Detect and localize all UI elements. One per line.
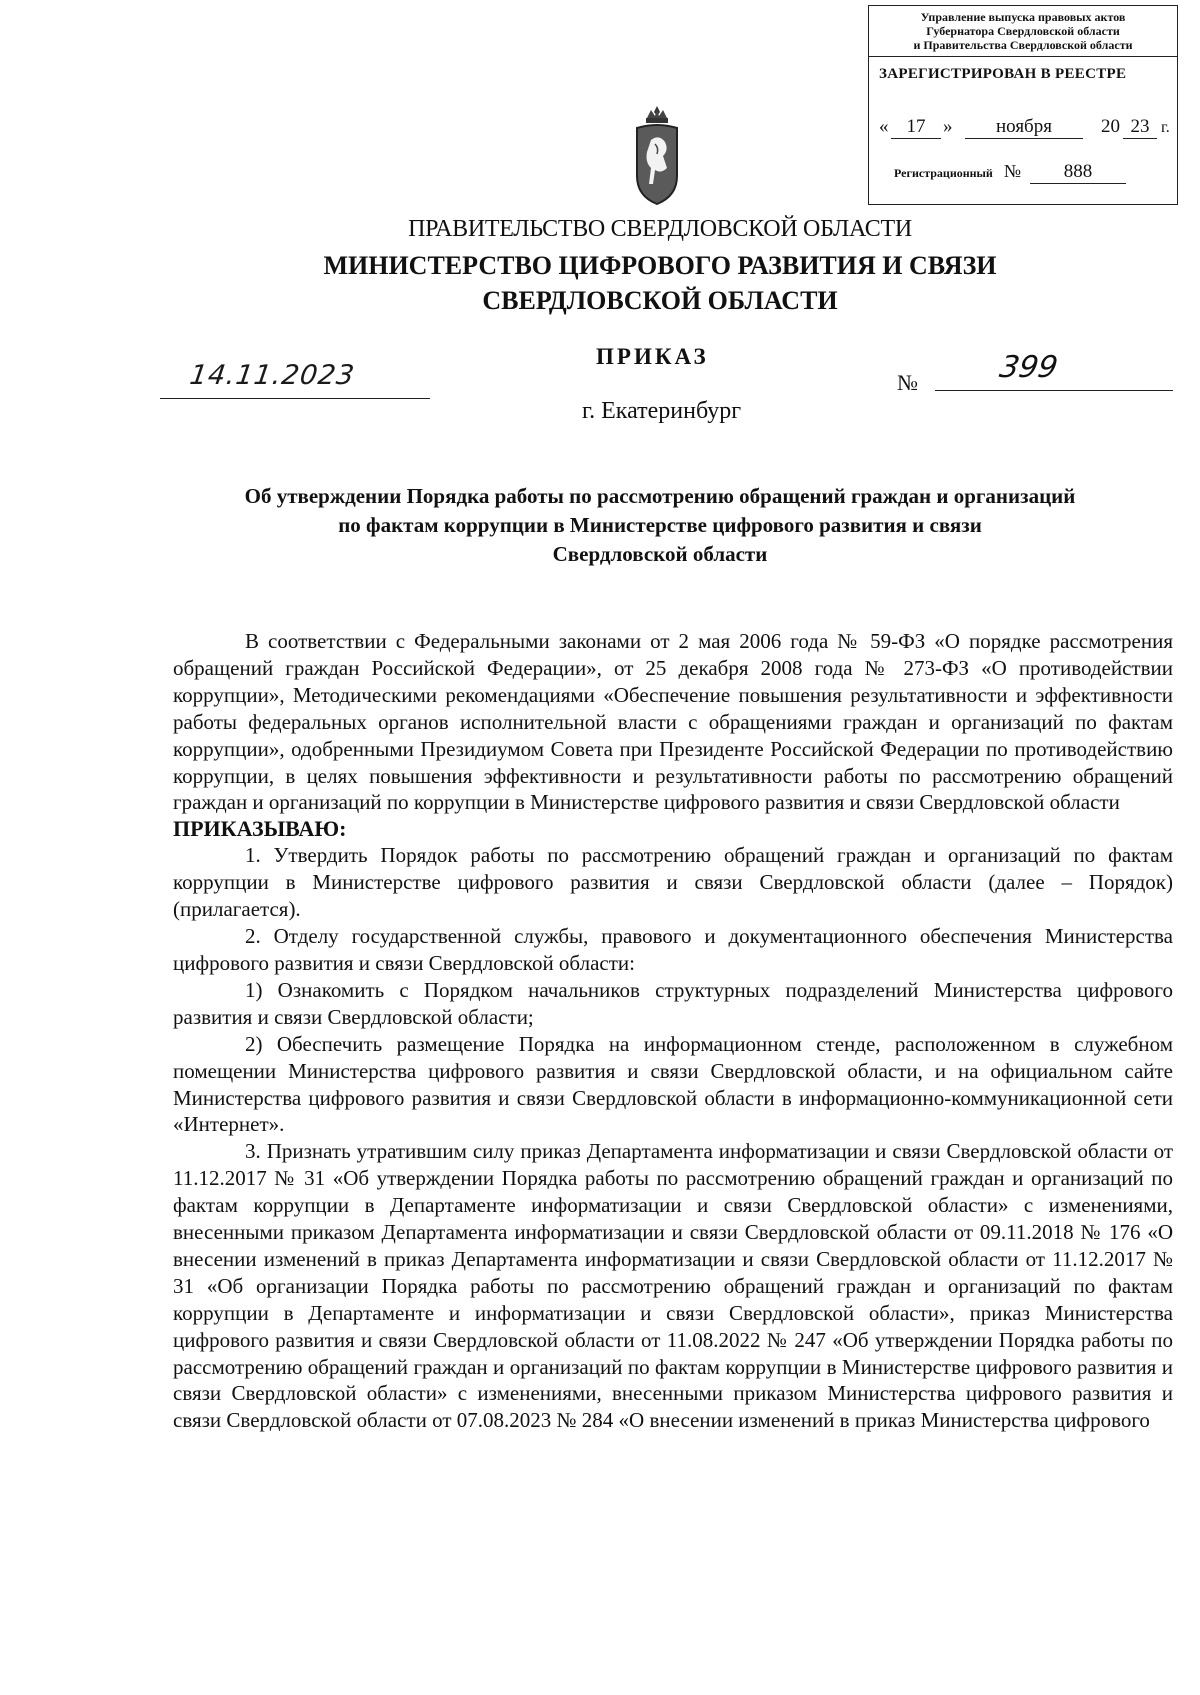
order-number-field bbox=[935, 350, 1173, 391]
order-number-sign: № bbox=[897, 370, 918, 395]
stamp-number-value: 888 bbox=[1030, 161, 1126, 184]
title-line: по фактам коррупции в Министерстве цифрового развития и связи bbox=[338, 513, 982, 537]
stamp-year-mark: г. bbox=[1161, 119, 1170, 136]
stamp-year-suffix: 23 bbox=[1123, 116, 1157, 139]
ministry-line: МИНИСТЕРСТВО ЦИФРОВОГО РАЗВИТИЯ И СВЯЗИ bbox=[323, 251, 997, 280]
stamp-number bbox=[894, 161, 1126, 184]
city: г. Екатеринбург bbox=[582, 398, 742, 424]
ministry-name bbox=[0, 248, 1200, 318]
stamp-year-prefix: 20 bbox=[1101, 116, 1120, 137]
stamp-month: ноября bbox=[965, 116, 1083, 139]
stamp-office-line: и Правительства Свердловской области bbox=[913, 38, 1133, 52]
item-paragraph: 3. Признать утратившим силу приказ Департамента информатизации и связи Свердловской области от 11.12.2017 № 31 «Об утверждении Порядка работы по рассмотрению обращений граждан и организаций по фактам коррупции в Департаменте информатизации и связи Свердловской области» с изменениями, внесенными приказом Департамента информатизации и связи Свердловской области от 09.11.2018 № 176 «О внесении изменений в приказ Департамента информатизации и связи Свердловской области от 11.12.2017 № 31 «Об организации Порядка работы по рассмотрению обращений граждан и организаций по фактам коррупции в Департаменте и информатизации и связи Свердловской области», приказ Министерства цифрового развития и связи Свердловской области от 11.08.2022 № 247 «Об утверждении Порядка работы по рассмотрению обращений граждан и организаций по фактам коррупции в Министерстве цифрового развития и связи Свердловской области» с изменениями, внесенными приказом Министерства цифрового развития и связи Свердловской области от 07.08.2023 № 284 «О внесении изменений в приказ Министерства цифрового bbox=[173, 1139, 1173, 1433]
document-title bbox=[150, 482, 1170, 569]
stamp-number-label: Регистрационный bbox=[894, 166, 993, 180]
preamble-paragraph: В соответствии с Федеральными законами от 2 мая 2006 года № 59-ФЗ «О порядке рассмотрения обращений граждан Российской Федерации», от 25 декабря 2008 года № 273-ФЗ «О противодействии коррупции», Методическими рекомендациями «Обеспечение повышения результативности и эффективности работы федеральных органов исполнительной власти с обращениями граждан и организаций по фактам коррупции», одобренными Президиумом Совета при Президенте Российской Федерации по противодействию коррупции, в целях повышения эффективности и результативности работы по рассмотрению обращений граждан и организаций по коррупции в Министерстве цифрового развития и связи Свердловской области bbox=[173, 629, 1173, 815]
title-line: Свердловской области bbox=[552, 542, 768, 566]
stamp-office-line: Губернатора Свердловской области bbox=[926, 24, 1120, 38]
order-word: ПРИКАЗЫВАЮ: bbox=[173, 816, 347, 842]
item-paragraph: 1. Утвердить Порядок работы по рассмотрению обращений граждан и организаций по фактам коррупции в Министерстве цифрового развития и связи Свердловской области (далее – Порядок) (прилагается). bbox=[173, 843, 1173, 922]
title-line: Об утверждении Порядка работы по рассмотрению обращений граждан и организаций bbox=[244, 484, 1076, 508]
government-name: ПРАВИТЕЛЬСТВО СВЕРДЛОВСКОЙ ОБЛАСТИ bbox=[408, 216, 912, 242]
stamp-number-sign: № bbox=[1003, 161, 1022, 181]
stamp-registered-label: ЗАРЕГИСТРИРОВАН В РЕЕСТРЕ bbox=[879, 66, 1127, 82]
coat-of-arms-icon bbox=[629, 104, 685, 208]
stamp-office bbox=[869, 6, 1177, 57]
stamp-day: 17 bbox=[891, 116, 941, 139]
order-date-handwritten: 14.11.2023 bbox=[187, 360, 357, 391]
order-number-handwritten: 399 bbox=[996, 350, 1061, 385]
ministry-line: СВЕРДЛОВСКОЙ ОБЛАСТИ bbox=[482, 286, 838, 315]
item-paragraph: 2. Отделу государственной службы, правового и документационного обеспечения Министерства цифрового развития и связи Свердловской области: bbox=[173, 924, 1173, 975]
stamp-date: « 17 » ноября 20 23 г. bbox=[879, 116, 1170, 137]
doc-type: ПРИКАЗ bbox=[596, 344, 709, 369]
document-body bbox=[173, 628, 1173, 1434]
order-date-field bbox=[160, 360, 430, 399]
subitem-paragraph: 2) Обеспечить размещение Порядка на информационном стенде, расположенном в служебном помещении Министерства цифрового развития и связи Свердловской области, и на официальном сайте Министерства цифрового развития и связи Свердловской области в информационно-коммуникационной сети «Интернет». bbox=[173, 1031, 1173, 1137]
subitem-paragraph: 1) Ознакомить с Порядком начальников структурных подразделений Министерства цифрового развития и связи Свердловской области; bbox=[173, 977, 1173, 1029]
registration-stamp bbox=[868, 5, 1178, 205]
stamp-office-line: Управление выпуска правовых актов bbox=[920, 10, 1126, 24]
